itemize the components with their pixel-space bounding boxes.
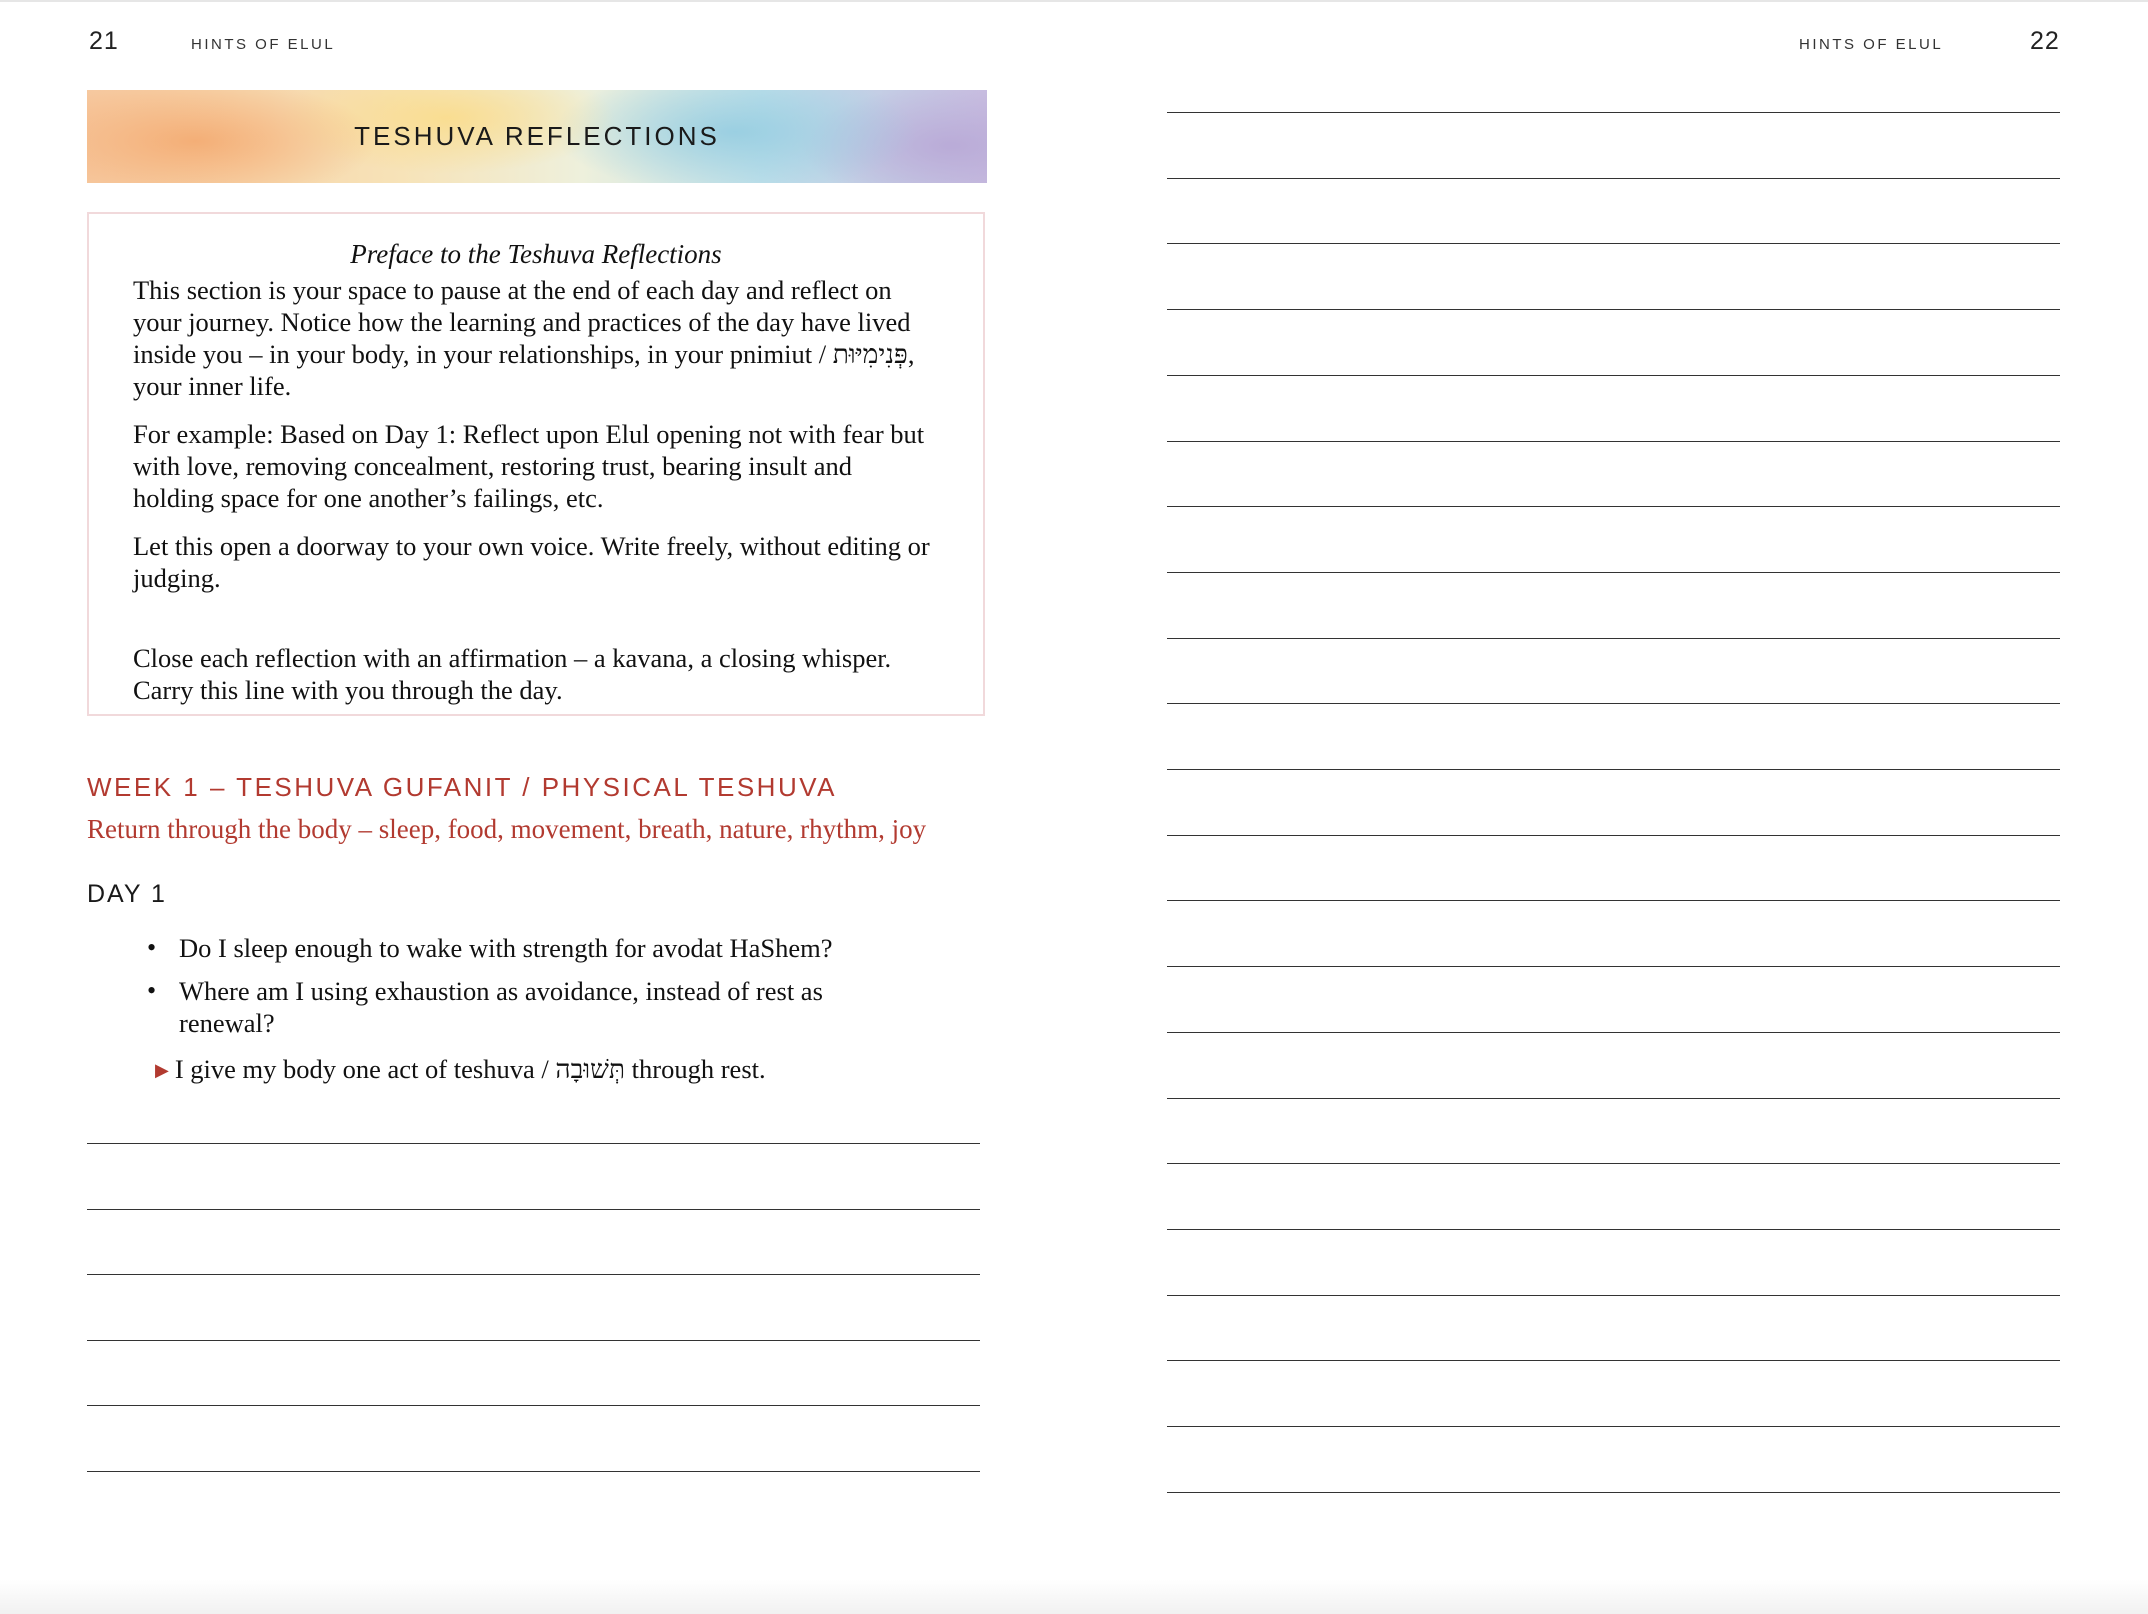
writing-line[interactable]	[1167, 835, 2060, 836]
question-item	[147, 932, 907, 964]
preface-box	[87, 212, 985, 716]
writing-line[interactable]	[87, 1143, 980, 1144]
writing-line[interactable]	[87, 1340, 980, 1341]
writing-line[interactable]	[87, 1471, 980, 1472]
writing-line[interactable]	[1167, 638, 2060, 639]
triangle-marker-icon: ▶	[155, 1060, 169, 1080]
running-head-right: HINTS OF ELUL	[1799, 36, 1944, 53]
week-subheading: Return through the body – sleep, food, movement, breath, nature, rhythm, joy	[87, 814, 927, 844]
affirmation-text: I give my body one act of teshuva / תְּשׁוּבָה through rest.	[174, 1054, 766, 1084]
day-heading: DAY 1	[87, 880, 167, 908]
writing-line[interactable]	[1167, 1229, 2060, 1230]
page-number-left: 21	[89, 27, 119, 55]
writing-line[interactable]	[1167, 900, 2060, 901]
preface-paragraph: Let this open a doorway to your own voice. Write freely, without editing or judging.	[133, 531, 930, 593]
writing-line[interactable]	[1167, 1098, 2060, 1099]
affirmation	[155, 1053, 766, 1088]
writing-line[interactable]	[1167, 572, 2060, 573]
writing-line[interactable]	[1167, 769, 2060, 770]
reflection-questions	[147, 932, 907, 1050]
bottom-shade	[0, 1580, 2148, 1614]
writing-line[interactable]	[1167, 1163, 2060, 1164]
writing-line[interactable]	[87, 1405, 980, 1406]
writing-line[interactable]	[1167, 441, 2060, 442]
running-head-left: HINTS OF ELUL	[191, 36, 336, 53]
writing-line[interactable]	[87, 1274, 980, 1275]
writing-line[interactable]	[1167, 1360, 2060, 1361]
question-item	[147, 975, 907, 1039]
writing-line[interactable]	[1167, 375, 2060, 376]
writing-line[interactable]	[1167, 112, 2060, 113]
question-text: Where am I using exhaustion as avoidance, instead of rest as renewal?	[179, 976, 823, 1038]
banner-title: TESHUVA REFLECTIONS	[354, 121, 720, 151]
writing-line[interactable]	[1167, 703, 2060, 704]
preface-title: Preface to the Teshuva Reflections	[350, 239, 722, 269]
writing-line[interactable]	[1167, 309, 2060, 310]
bullet-icon: •	[147, 976, 157, 1005]
question-text: Do I sleep enough to wake with strength for avodat HaShem?	[179, 933, 833, 963]
bullet-icon: •	[147, 933, 157, 962]
right-page	[1074, 0, 2148, 1614]
preface-paragraph: Close each reflection with an affirmation – a kavana, a closing whisper. Carry this line with you through the day.	[133, 643, 892, 705]
preface-paragraph: This section is your space to pause at the end of each day and reflect on your journey. Notice how the learning and practices of the day have lived inside you – in your body, in your relationships, in your pnimiut / פְּנִימִיּוּת, your inner life.	[133, 275, 915, 401]
writing-line[interactable]	[1167, 966, 2060, 967]
week-heading: WEEK 1 – TESHUVA GUFANIT / PHYSICAL TESHUVA	[87, 772, 837, 802]
page-number-right: 22	[2030, 27, 2060, 55]
writing-line[interactable]	[1167, 506, 2060, 507]
writing-line[interactable]	[1167, 243, 2060, 244]
writing-line[interactable]	[1167, 1295, 2060, 1296]
preface-paragraph: For example: Based on Day 1: Reflect upon Elul opening not with fear but with love, removing concealment, restoring trust, bearing insult and holding space for one another’s failings, etc.	[133, 419, 925, 513]
writing-line[interactable]	[1167, 1032, 2060, 1033]
writing-line[interactable]	[1167, 1426, 2060, 1427]
writing-line[interactable]	[1167, 1492, 2060, 1493]
section-banner	[87, 90, 987, 183]
writing-line[interactable]	[87, 1209, 980, 1210]
writing-line[interactable]	[1167, 178, 2060, 179]
